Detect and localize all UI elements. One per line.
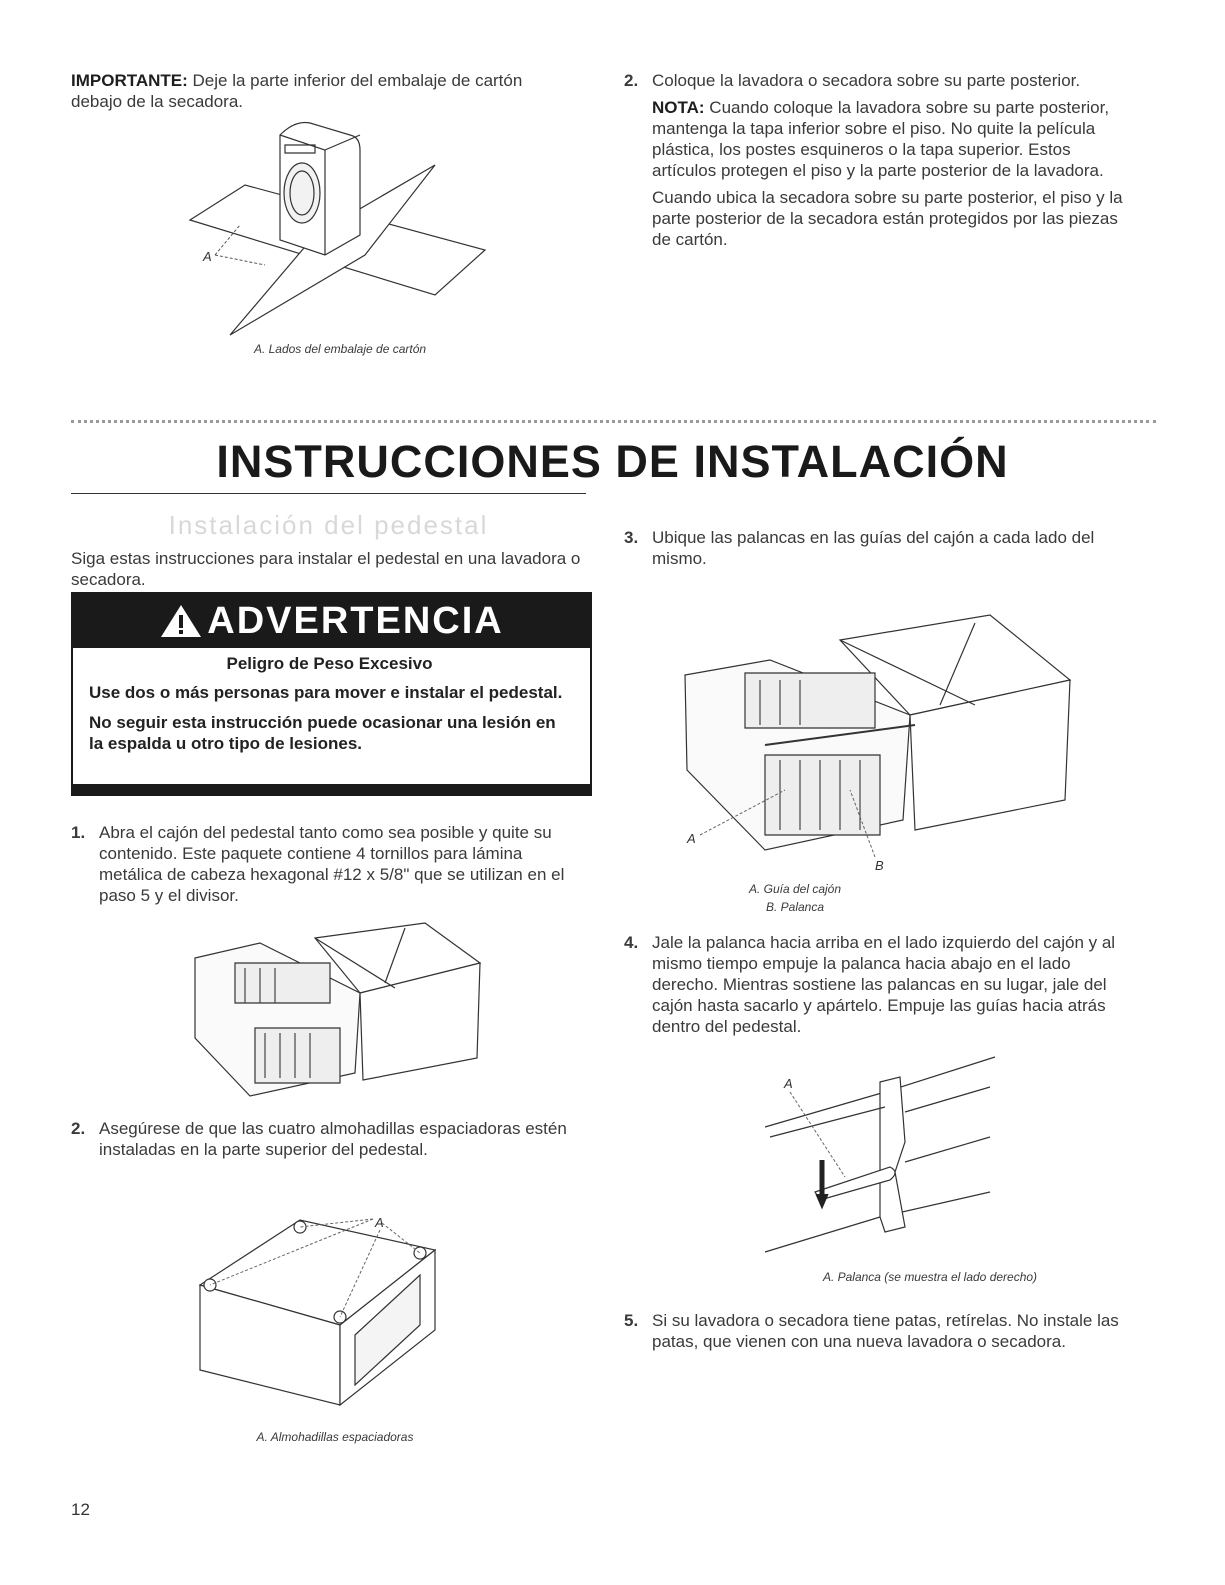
carton-figure-caption: A. Lados del embalaje de cartón — [253, 342, 427, 356]
right-step-5 — [624, 1310, 1134, 1352]
left-step-2 — [71, 1118, 586, 1160]
guides-caption-b: B. Palanca — [765, 900, 825, 914]
note-text-2: Cuando ubica la secadora sobre su parte posterior, el piso y la parte posterior de la secadora están protegidos por las piezas de cartón. — [652, 188, 1123, 249]
subsection-title: Instalación del pedestal — [168, 510, 489, 540]
step-number: 5. — [624, 1311, 639, 1330]
left-step-1 — [71, 822, 586, 906]
step-number: 4. — [624, 933, 639, 952]
note-paragraph — [652, 97, 1134, 181]
warning-footer-bar — [73, 784, 590, 794]
important-paragraph — [71, 70, 551, 112]
step-number: 3. — [624, 528, 639, 547]
step-text: Ubique las palancas en las guías del cajón a cada lado del mismo. — [652, 528, 1095, 568]
guides-caption-a: A. Guía del cajón — [748, 882, 842, 896]
step-text: Si su lavadora o secadora tiene patas, retírelas. No instale las patas, que vienen con una nueva lavadora o secadora. — [652, 1311, 1119, 1351]
step-number: 2. — [71, 1119, 86, 1138]
subsection-rule — [71, 493, 586, 494]
warning-line-2: No seguir esta instrucción puede ocasionar una lesión en la espalda u otro tipo de lesiones. — [89, 713, 556, 753]
step-number: 1. — [71, 823, 86, 842]
step-text: Jale la palanca hacia arriba en el lado izquierdo del cajón y al mismo tiempo empuje la palanca hacia abajo en el lado derecho. Mientras sostiene las palancas en su lugar, jale del cajón hasta sacarlo y apártelo. Empuje las guías hacia atrás dentro del pedestal. — [652, 933, 1116, 1036]
step-text: Asegúrese de que las cuatro almohadillas espaciadoras estén instaladas en la parte superior del pedestal. — [99, 1119, 567, 1159]
right-step-4 — [624, 932, 1134, 1037]
step-text: Coloque la lavadora o secadora sobre su parte posterior. — [652, 71, 1081, 90]
lever-figure-caption: A. Palanca (se muestra el lado derecho) — [822, 1270, 1038, 1284]
lever-label-a: A — [784, 1076, 793, 1091]
warning-title: ADVERTENCIA — [207, 599, 504, 642]
page-number: 12 — [71, 1500, 90, 1519]
warning-line-1: Use dos o más personas para mover e instalar el pedestal. — [89, 683, 563, 702]
pedestal-pads-illustration — [190, 1205, 450, 1415]
drawer-guides-illustration — [675, 605, 1085, 875]
important-text: Deje la parte inferior del embalaje de cartón debajo de la secadora. — [71, 71, 523, 111]
section-title: INSTRUCCIONES DE INSTALACIÓN — [216, 436, 1009, 487]
carton-label-a: A — [203, 249, 212, 264]
carton-dryer-illustration — [185, 115, 495, 340]
guides-label-a: A — [687, 831, 696, 846]
warning-header — [73, 594, 590, 648]
important-label: IMPORTANTE: — [71, 71, 188, 90]
warning-body — [73, 648, 590, 754]
intro-paragraph: Siga estas instrucciones para instalar el pedestal en una lavadora o secadora. — [71, 549, 581, 589]
note-label: NOTA: — [652, 98, 705, 117]
right-step-3 — [624, 527, 1134, 569]
step-2-top — [624, 70, 1134, 250]
step-number: 2. — [624, 71, 639, 90]
open-drawer-illustration — [185, 918, 485, 1098]
pads-label-a: A — [375, 1215, 384, 1230]
lever-illustration — [760, 1052, 1000, 1267]
warning-box — [71, 592, 592, 796]
guides-label-b: B — [875, 858, 884, 873]
section-divider — [71, 420, 1156, 423]
step-text: Abra el cajón del pedestal tanto como sea posible y quite su contenido. Este paquete contiene 4 tornillos para lámina metálica de cabeza hexagonal #12 x 5/8" que se utilizan en el paso 5 y el divisor. — [99, 823, 565, 905]
note-text: Cuando coloque la lavadora sobre su parte posterior, mantenga la tapa inferior sobre el piso. No quite la película plástica, los postes esquineros o la tapa superior. Estos artículos protegen el piso y la parte posterior de la lavadora. — [652, 98, 1110, 180]
warning-triangle-icon — [159, 603, 203, 639]
warning-heading: Peligro de Peso Excesivo — [226, 654, 433, 673]
pads-figure-caption: A. Almohadillas espaciadoras — [256, 1430, 414, 1444]
